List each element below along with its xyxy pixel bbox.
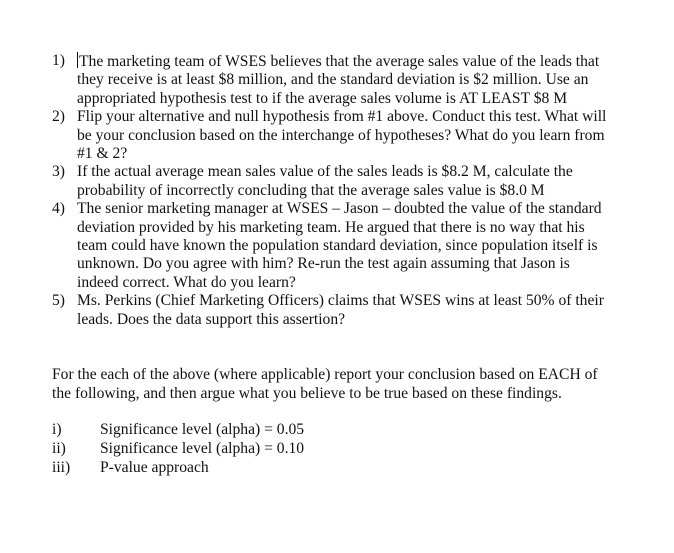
question-number: 5)	[52, 292, 65, 310]
question-item-4	[52, 200, 612, 292]
criteria-number: i)	[52, 421, 62, 438]
criteria-text: Significance level (alpha) = 0.10	[100, 440, 305, 457]
question-number: 4)	[52, 200, 65, 218]
question-number: 3)	[52, 163, 65, 181]
question-number: 2)	[52, 108, 65, 126]
criteria-item-3	[52, 458, 612, 477]
question-item-2	[52, 108, 612, 163]
question-text: If the actual average mean sales value of the sales leads is $8.2 M, calculate the probability of incorrectly concluding that the average sales value is $8.0 M	[77, 163, 573, 199]
criteria-item-2	[52, 439, 612, 458]
criteria-number: iii)	[52, 459, 71, 476]
question-text: Flip your alternative and null hypothesis from #1 above. Conduct this test. What will be your conclusion based on the interchange of hypotheses? What do you learn from #1 & 2?	[77, 108, 607, 163]
question-item-3	[52, 163, 612, 200]
criteria-list	[52, 420, 612, 477]
text-cursor	[77, 52, 78, 68]
question-text: The senior marketing manager at WSES – Jason – doubted the value of the standard deviation provided by his marketing team. He argued that there is no way that his team could have known the population standard deviation, since population itself is unknown. Do you agree with him? Re-run the test again assuming that Jason is indeed correct. What do you learn?	[77, 200, 602, 291]
criteria-number: ii)	[52, 440, 66, 457]
question-number: 1)	[52, 52, 65, 69]
question-list	[52, 52, 612, 329]
criteria-text: P-value approach	[100, 459, 209, 476]
criteria-item-1	[52, 420, 612, 439]
question-text: Ms. Perkins (Chief Marketing Officers) claims that WSES wins at least 50% of their leads. Does the data support this assertion?	[77, 292, 604, 328]
question-item-1	[52, 52, 612, 108]
instructions-paragraph: For the each of the above (where applicable) report your conclusion based on EACH of the following, and then argue what you believe to be true based on these findings.	[52, 366, 598, 402]
question-text: The marketing team of WSES believes that the average sales value of the leads that they receive is at least $8 million, and the standard deviation is $2 million. Use an appropriated hypothesis test to if the average sales volume is AT LEAST $8 M	[77, 53, 600, 107]
question-item-5	[52, 292, 612, 329]
criteria-text: Significance level (alpha) = 0.05	[100, 421, 305, 438]
